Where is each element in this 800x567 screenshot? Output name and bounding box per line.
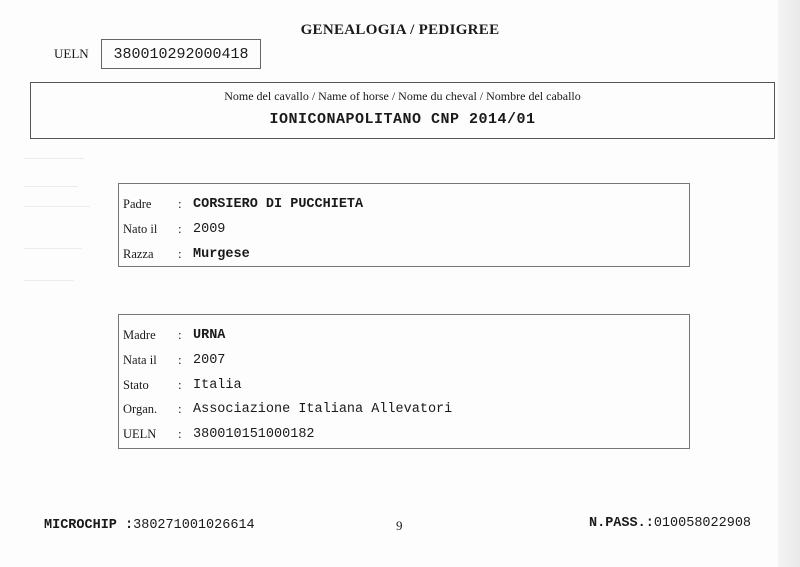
field-label: Organ. xyxy=(123,401,158,416)
microchip-label: MICROCHIP : xyxy=(44,518,134,533)
dam-box xyxy=(118,314,690,449)
field-value: 2009 xyxy=(193,221,226,237)
horse-name-value: IONICONAPOLITANO CNP 2014/01 xyxy=(269,111,536,128)
field-value: URNA xyxy=(193,327,226,343)
field-value: CORSIERO DI PUCCHIETA xyxy=(193,196,364,212)
ueln-value-box xyxy=(101,39,261,69)
sire-box xyxy=(118,183,690,267)
field-label: Stato xyxy=(123,377,149,392)
page-number: 9 xyxy=(396,518,403,533)
field-colon: : xyxy=(178,426,182,441)
field-colon: : xyxy=(178,401,182,416)
field-colon: : xyxy=(178,196,182,211)
field-value: Murgese xyxy=(193,246,250,262)
scan-smudge xyxy=(24,186,78,187)
page-edge-shadow xyxy=(778,0,800,567)
field-label: Nato il xyxy=(123,221,158,236)
passport-label: N.PASS.: xyxy=(589,516,654,531)
scan-smudge xyxy=(24,248,82,249)
field-label: Razza xyxy=(123,246,154,261)
field-label: UELN xyxy=(123,426,157,441)
passport-field xyxy=(589,516,751,531)
ueln-label: UELN xyxy=(54,46,89,61)
document-title: GENEALOGIA / PEDIGREE xyxy=(300,22,500,38)
horse-name-label: Nome del cavallo / Name of horse / Nome du cheval / Nombre del caballo xyxy=(224,89,581,103)
field-label: Madre xyxy=(123,327,156,342)
scan-smudge xyxy=(24,158,84,159)
field-value: 2007 xyxy=(193,352,226,368)
passport-value: 010058022908 xyxy=(653,516,752,531)
field-label: Padre xyxy=(123,196,152,211)
microchip-field xyxy=(44,518,255,533)
field-colon: : xyxy=(178,327,182,342)
field-colon: : xyxy=(178,246,182,261)
scan-smudge xyxy=(24,206,90,207)
field-colon: : xyxy=(178,221,182,236)
field-value: 380010151000182 xyxy=(193,426,315,442)
scan-smudge xyxy=(24,280,74,281)
field-label: Nata il xyxy=(123,352,157,367)
ueln-value: 380010292000418 xyxy=(113,45,249,63)
horse-name-box xyxy=(30,82,775,139)
field-colon: : xyxy=(178,352,182,367)
field-colon: : xyxy=(178,377,182,392)
field-value: Associazione Italiana Allevatori xyxy=(193,401,453,417)
field-value: Italia xyxy=(193,377,242,393)
microchip-value: 380271001026614 xyxy=(133,518,255,533)
